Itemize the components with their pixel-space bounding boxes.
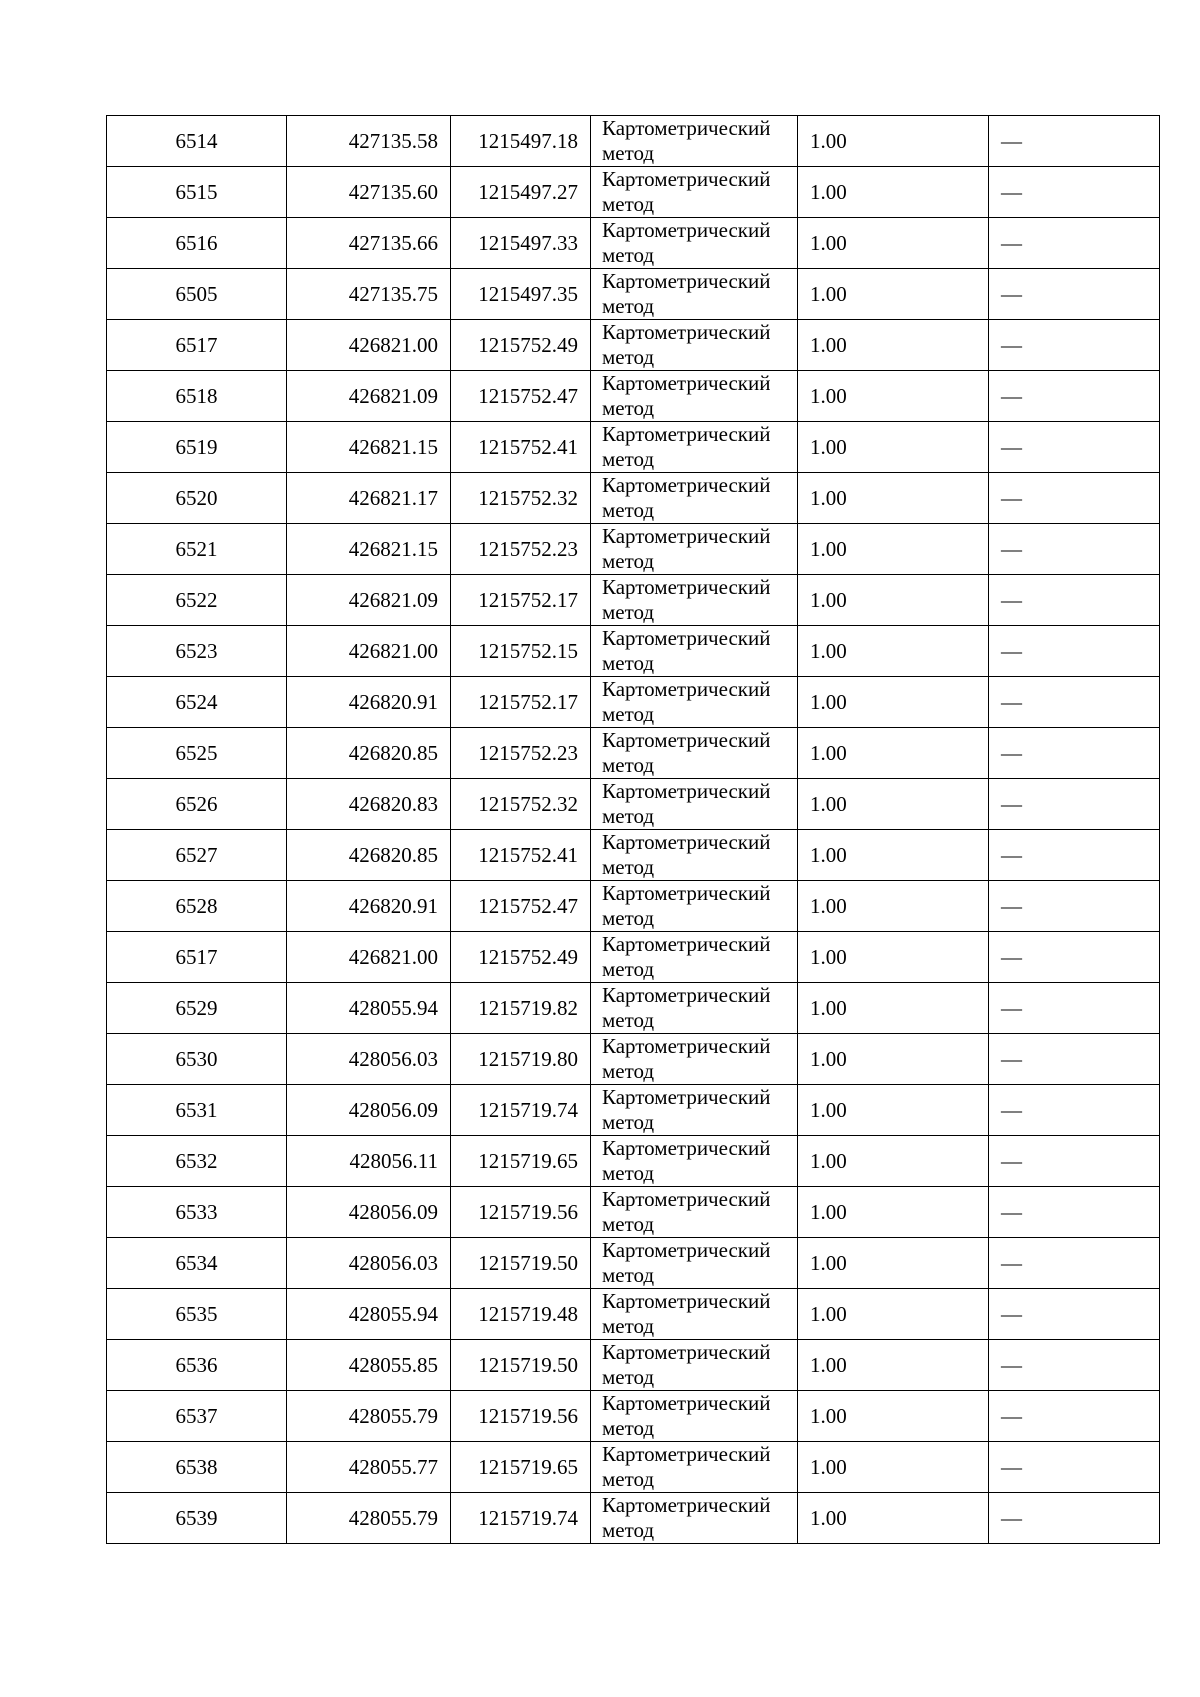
method-cell: Картометрический метод [591, 1085, 798, 1136]
table-row [107, 1493, 1160, 1544]
accuracy-cell: 1.00 [798, 1442, 989, 1493]
accuracy-cell: 1.00 [798, 524, 989, 575]
method-cell: Картометрический метод [591, 524, 798, 575]
y-coordinate-cell: 1215719.65 [451, 1442, 591, 1493]
accuracy-cell: 1.00 [798, 1391, 989, 1442]
description-cell: — [989, 524, 1160, 575]
x-coordinate-cell: 428055.94 [287, 1289, 451, 1340]
accuracy-cell: 1.00 [798, 626, 989, 677]
table-row [107, 116, 1160, 167]
method-cell: Картометрический метод [591, 422, 798, 473]
description-cell: — [989, 575, 1160, 626]
description-cell: — [989, 1238, 1160, 1289]
point-number-cell: 6537 [107, 1391, 287, 1442]
method-cell: Картометрический метод [591, 269, 798, 320]
description-cell: — [989, 269, 1160, 320]
y-coordinate-cell: 1215752.17 [451, 575, 591, 626]
accuracy-cell: 1.00 [798, 881, 989, 932]
description-cell: — [989, 1340, 1160, 1391]
point-number-cell: 6517 [107, 320, 287, 371]
accuracy-cell: 1.00 [798, 473, 989, 524]
x-coordinate-cell: 426820.83 [287, 779, 451, 830]
table-row [107, 932, 1160, 983]
y-coordinate-cell: 1215497.27 [451, 167, 591, 218]
table-row [107, 881, 1160, 932]
table-row [107, 167, 1160, 218]
x-coordinate-cell: 428055.85 [287, 1340, 451, 1391]
x-coordinate-cell: 428055.79 [287, 1391, 451, 1442]
method-cell: Картометрический метод [591, 1136, 798, 1187]
y-coordinate-cell: 1215719.74 [451, 1085, 591, 1136]
method-cell: Картометрический метод [591, 575, 798, 626]
description-cell: — [989, 1034, 1160, 1085]
table-row [107, 422, 1160, 473]
x-coordinate-cell: 428056.03 [287, 1034, 451, 1085]
accuracy-cell: 1.00 [798, 269, 989, 320]
accuracy-cell: 1.00 [798, 983, 989, 1034]
x-coordinate-cell: 426821.09 [287, 575, 451, 626]
table-row [107, 269, 1160, 320]
x-coordinate-cell: 426821.00 [287, 932, 451, 983]
y-coordinate-cell: 1215752.32 [451, 779, 591, 830]
method-cell: Картометрический метод [591, 473, 798, 524]
description-cell: — [989, 371, 1160, 422]
x-coordinate-cell: 428055.77 [287, 1442, 451, 1493]
accuracy-cell: 1.00 [798, 167, 989, 218]
accuracy-cell: 1.00 [798, 1493, 989, 1544]
x-coordinate-cell: 426820.85 [287, 728, 451, 779]
description-cell: — [989, 677, 1160, 728]
table-row [107, 524, 1160, 575]
x-coordinate-cell: 428056.09 [287, 1085, 451, 1136]
method-cell: Картометрический метод [591, 677, 798, 728]
point-number-cell: 6526 [107, 779, 287, 830]
x-coordinate-cell: 426821.09 [287, 371, 451, 422]
point-number-cell: 6514 [107, 116, 287, 167]
accuracy-cell: 1.00 [798, 1034, 989, 1085]
table-row [107, 1238, 1160, 1289]
x-coordinate-cell: 426820.91 [287, 677, 451, 728]
x-coordinate-cell: 428056.03 [287, 1238, 451, 1289]
method-cell: Картометрический метод [591, 1391, 798, 1442]
x-coordinate-cell: 426821.17 [287, 473, 451, 524]
y-coordinate-cell: 1215752.49 [451, 932, 591, 983]
description-cell: — [989, 728, 1160, 779]
table-row [107, 1391, 1160, 1442]
y-coordinate-cell: 1215752.23 [451, 524, 591, 575]
accuracy-cell: 1.00 [798, 575, 989, 626]
y-coordinate-cell: 1215719.50 [451, 1238, 591, 1289]
point-number-cell: 6527 [107, 830, 287, 881]
point-number-cell: 6535 [107, 1289, 287, 1340]
accuracy-cell: 1.00 [798, 218, 989, 269]
table-row [107, 830, 1160, 881]
description-cell: — [989, 1493, 1160, 1544]
description-cell: — [989, 779, 1160, 830]
y-coordinate-cell: 1215719.48 [451, 1289, 591, 1340]
x-coordinate-cell: 427135.75 [287, 269, 451, 320]
y-coordinate-cell: 1215752.41 [451, 830, 591, 881]
x-coordinate-cell: 426820.85 [287, 830, 451, 881]
accuracy-cell: 1.00 [798, 677, 989, 728]
method-cell: Картометрический метод [591, 1442, 798, 1493]
point-number-cell: 6521 [107, 524, 287, 575]
x-coordinate-cell: 426821.00 [287, 320, 451, 371]
method-cell: Картометрический метод [591, 1340, 798, 1391]
y-coordinate-cell: 1215719.82 [451, 983, 591, 1034]
method-cell: Картометрический метод [591, 983, 798, 1034]
x-coordinate-cell: 426820.91 [287, 881, 451, 932]
x-coordinate-cell: 426821.15 [287, 422, 451, 473]
table-row [107, 1085, 1160, 1136]
y-coordinate-cell: 1215752.47 [451, 371, 591, 422]
method-cell: Картометрический метод [591, 371, 798, 422]
accuracy-cell: 1.00 [798, 1187, 989, 1238]
method-cell: Картометрический метод [591, 1187, 798, 1238]
y-coordinate-cell: 1215719.56 [451, 1391, 591, 1442]
method-cell: Картометрический метод [591, 1289, 798, 1340]
y-coordinate-cell: 1215752.15 [451, 626, 591, 677]
x-coordinate-cell: 427135.66 [287, 218, 451, 269]
point-number-cell: 6531 [107, 1085, 287, 1136]
description-cell: — [989, 932, 1160, 983]
table-row [107, 371, 1160, 422]
description-cell: — [989, 1136, 1160, 1187]
x-coordinate-cell: 426821.00 [287, 626, 451, 677]
table-row [107, 575, 1160, 626]
coordinates-table-body [107, 116, 1160, 1544]
table-row [107, 728, 1160, 779]
point-number-cell: 6517 [107, 932, 287, 983]
table-row [107, 1340, 1160, 1391]
accuracy-cell: 1.00 [798, 371, 989, 422]
point-number-cell: 6505 [107, 269, 287, 320]
method-cell: Картометрический метод [591, 116, 798, 167]
description-cell: — [989, 626, 1160, 677]
accuracy-cell: 1.00 [798, 728, 989, 779]
y-coordinate-cell: 1215752.41 [451, 422, 591, 473]
description-cell: — [989, 473, 1160, 524]
point-number-cell: 6529 [107, 983, 287, 1034]
description-cell: — [989, 1187, 1160, 1238]
y-coordinate-cell: 1215719.56 [451, 1187, 591, 1238]
description-cell: — [989, 422, 1160, 473]
table-row [107, 983, 1160, 1034]
description-cell: — [989, 167, 1160, 218]
y-coordinate-cell: 1215752.23 [451, 728, 591, 779]
description-cell: — [989, 320, 1160, 371]
description-cell: — [989, 1391, 1160, 1442]
table-row [107, 1442, 1160, 1493]
point-number-cell: 6525 [107, 728, 287, 779]
method-cell: Картометрический метод [591, 830, 798, 881]
description-cell: — [989, 1442, 1160, 1493]
accuracy-cell: 1.00 [798, 1238, 989, 1289]
method-cell: Картометрический метод [591, 728, 798, 779]
point-number-cell: 6530 [107, 1034, 287, 1085]
point-number-cell: 6523 [107, 626, 287, 677]
table-row [107, 1034, 1160, 1085]
x-coordinate-cell: 428055.94 [287, 983, 451, 1034]
x-coordinate-cell: 428056.09 [287, 1187, 451, 1238]
point-number-cell: 6522 [107, 575, 287, 626]
method-cell: Картометрический метод [591, 1238, 798, 1289]
x-coordinate-cell: 428055.79 [287, 1493, 451, 1544]
accuracy-cell: 1.00 [798, 116, 989, 167]
description-cell: — [989, 830, 1160, 881]
point-number-cell: 6518 [107, 371, 287, 422]
description-cell: — [989, 116, 1160, 167]
accuracy-cell: 1.00 [798, 422, 989, 473]
x-coordinate-cell: 428056.11 [287, 1136, 451, 1187]
description-cell: — [989, 218, 1160, 269]
accuracy-cell: 1.00 [798, 932, 989, 983]
x-coordinate-cell: 426821.15 [287, 524, 451, 575]
description-cell: — [989, 881, 1160, 932]
table-row [107, 779, 1160, 830]
y-coordinate-cell: 1215752.17 [451, 677, 591, 728]
method-cell: Картометрический метод [591, 626, 798, 677]
accuracy-cell: 1.00 [798, 779, 989, 830]
accuracy-cell: 1.00 [798, 1340, 989, 1391]
point-number-cell: 6520 [107, 473, 287, 524]
point-number-cell: 6528 [107, 881, 287, 932]
accuracy-cell: 1.00 [798, 320, 989, 371]
point-number-cell: 6536 [107, 1340, 287, 1391]
x-coordinate-cell: 427135.60 [287, 167, 451, 218]
method-cell: Картометрический метод [591, 779, 798, 830]
point-number-cell: 6516 [107, 218, 287, 269]
method-cell: Картометрический метод [591, 167, 798, 218]
description-cell: — [989, 1085, 1160, 1136]
accuracy-cell: 1.00 [798, 830, 989, 881]
table-row [107, 1289, 1160, 1340]
table-row [107, 473, 1160, 524]
accuracy-cell: 1.00 [798, 1085, 989, 1136]
table-row [107, 626, 1160, 677]
y-coordinate-cell: 1215719.65 [451, 1136, 591, 1187]
table-row [107, 1187, 1160, 1238]
x-coordinate-cell: 427135.58 [287, 116, 451, 167]
accuracy-cell: 1.00 [798, 1136, 989, 1187]
y-coordinate-cell: 1215497.18 [451, 116, 591, 167]
point-number-cell: 6515 [107, 167, 287, 218]
method-cell: Картометрический метод [591, 320, 798, 371]
y-coordinate-cell: 1215719.80 [451, 1034, 591, 1085]
table-row [107, 218, 1160, 269]
description-cell: — [989, 983, 1160, 1034]
point-number-cell: 6533 [107, 1187, 287, 1238]
table-row [107, 1136, 1160, 1187]
method-cell: Картометрический метод [591, 218, 798, 269]
y-coordinate-cell: 1215497.33 [451, 218, 591, 269]
accuracy-cell: 1.00 [798, 1289, 989, 1340]
method-cell: Картометрический метод [591, 1493, 798, 1544]
y-coordinate-cell: 1215752.32 [451, 473, 591, 524]
point-number-cell: 6538 [107, 1442, 287, 1493]
y-coordinate-cell: 1215719.74 [451, 1493, 591, 1544]
y-coordinate-cell: 1215752.49 [451, 320, 591, 371]
y-coordinate-cell: 1215497.35 [451, 269, 591, 320]
method-cell: Картометрический метод [591, 881, 798, 932]
point-number-cell: 6519 [107, 422, 287, 473]
coordinates-table [106, 115, 1160, 1544]
point-number-cell: 6539 [107, 1493, 287, 1544]
y-coordinate-cell: 1215752.47 [451, 881, 591, 932]
table-row [107, 677, 1160, 728]
description-cell: — [989, 1289, 1160, 1340]
point-number-cell: 6532 [107, 1136, 287, 1187]
point-number-cell: 6534 [107, 1238, 287, 1289]
table-row [107, 320, 1160, 371]
method-cell: Картометрический метод [591, 1034, 798, 1085]
y-coordinate-cell: 1215719.50 [451, 1340, 591, 1391]
method-cell: Картометрический метод [591, 932, 798, 983]
point-number-cell: 6524 [107, 677, 287, 728]
